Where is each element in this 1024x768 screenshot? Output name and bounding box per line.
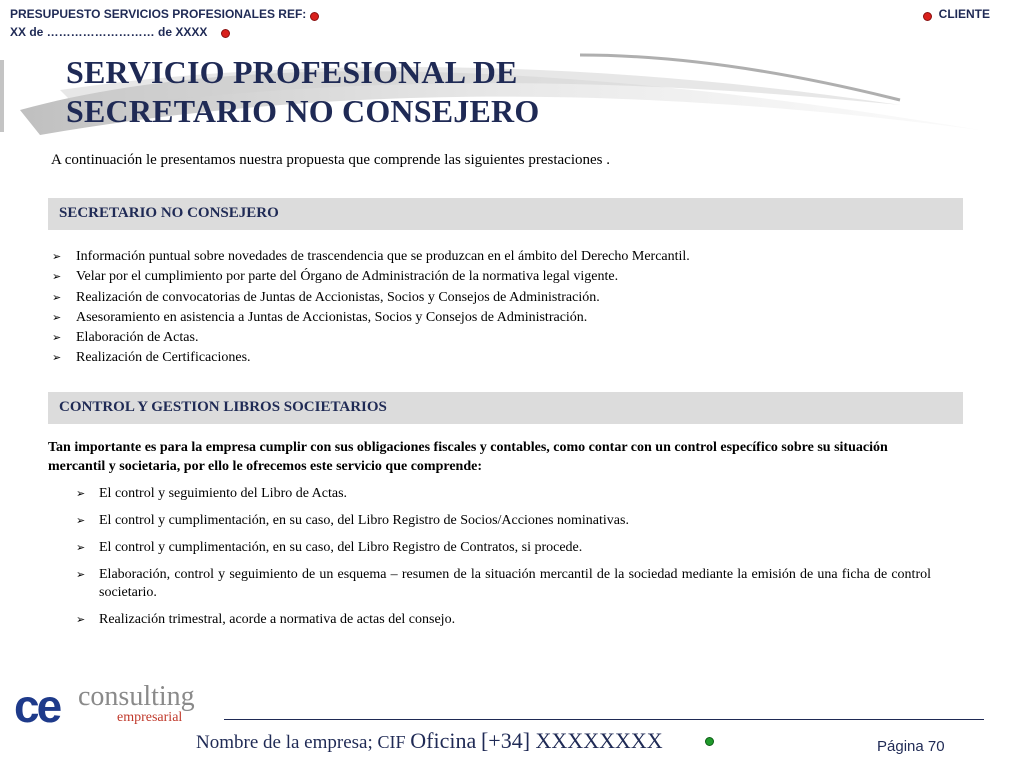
header-ref-label: PRESUPUESTO SERVICIOS PROFESIONALES REF: [10,7,307,21]
list-item: ➢ Realización trimestral, acorde a normativa de actas del consejo. [76,612,456,627]
red-dot-icon [310,12,319,21]
list-item: ➢ Velar por el cumplimiento por parte del Órgano de Administración de la normativa legal vigente. [52,267,690,287]
section-heading-band [48,198,963,230]
list-item: ➢ Realización de convocatorias de Juntas de Accionistas, Socios y Consejos de Administración. [52,288,690,308]
logo-mark: ce [14,680,60,732]
arrow-bullet-icon: ➢ [52,250,62,263]
arrow-bullet-icon: ➢ [52,270,62,284]
intro-text: A continuación le presentamos nuestra propuesta que comprende las siguientes prestaciones . [51,152,610,168]
logo-word-empresarial: empresarial [117,710,183,725]
title-line-1: SERVICIO PROFESIONAL DE [66,54,518,90]
title-line-2: SECRETARIO NO CONSEJERO [66,93,540,129]
footer-company-info [196,728,663,754]
footer-phone: [+34] XXXXXXXX [480,728,663,753]
company-logo [14,680,214,732]
section-heading-band [48,392,963,424]
list-item: ➢ Información puntual sobre novedades de trascendencia que se produzcan en el ámbito del Derecho Mercantil. [52,247,690,267]
page-number: Página 70 [877,738,945,755]
arrow-bullet-icon: ➢ [52,310,62,324]
list-item: ➢ El control y cumplimentación, en su caso, del Libro Registro de Contratos, si procede. [76,540,583,555]
page-title [66,53,539,131]
red-dot-icon [221,29,230,38]
list-item: ➢ El control y seguimiento del Libro de Actas. [76,486,348,501]
footer-company-name: Nombre de la empresa; [196,732,373,753]
arrow-bullet-icon: ➢ [52,290,62,304]
header-date-label: XX de ……………………… de XXXX [10,25,208,39]
red-dot-icon [923,12,932,21]
section-heading: SECRETARIO NO CONSEJERO [59,205,279,221]
services-list [52,247,690,369]
arrow-bullet-icon: ➢ [76,613,86,626]
list-item: ➢ Realización de Certificaciones. [52,348,690,368]
books-control-list [76,485,931,638]
section-paragraph: Tan importante es para la empresa cumplir con sus obligaciones fiscales y contables, como contar con un control específico sobre su situación mercantil y societaria, por ello le ofrecemos este servicio que comprende: [48,440,888,474]
footer-office: Oficina [410,728,477,753]
arrow-bullet-icon: ➢ [76,541,86,554]
arrow-bullet-icon: ➢ [52,331,62,345]
list-item: ➢ El control y cumplimentación, en su caso, del Libro Registro de Socios/Acciones nominativas. [76,513,629,528]
header-client-label: CLIENTE [938,7,990,21]
green-dot-icon [705,737,714,746]
arrow-bullet-icon: ➢ [76,514,86,527]
list-item: ➢ Elaboración de Actas. [52,328,690,348]
section-heading: CONTROL Y GESTION LIBROS SOCIETARIOS [59,399,387,415]
logo-word-consulting: consulting [78,681,195,712]
arrow-bullet-icon: ➢ [76,487,86,500]
list-item: ➢ Asesoramiento en asistencia a Juntas de Accionistas, Socios y Consejos de Administración. [52,308,690,328]
footer-divider [224,719,984,720]
arrow-bullet-icon: ➢ [76,568,86,581]
list-item: ➢ Elaboración, control y seguimiento de un esquema – resumen de la situación mercantil de la sociedad mediante la emisión de una ficha de control societario. [76,567,931,600]
arrow-bullet-icon: ➢ [52,351,62,365]
footer-cif: CIF [377,732,406,752]
